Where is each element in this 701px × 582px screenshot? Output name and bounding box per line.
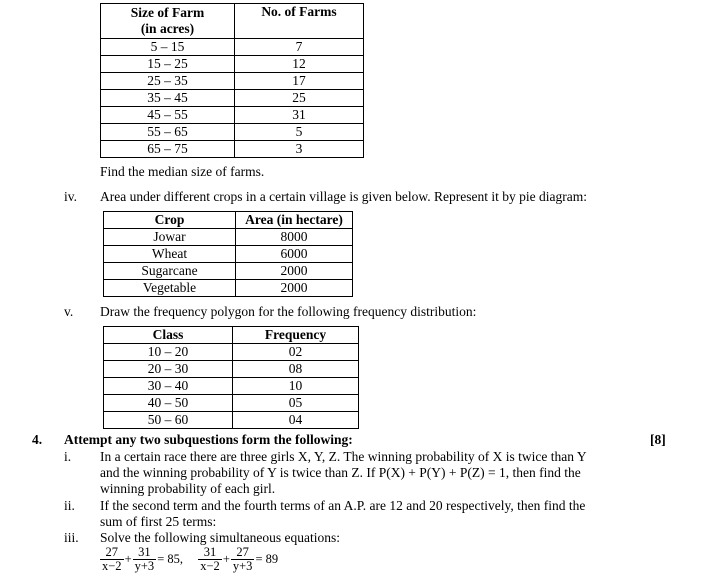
table-cell: 25 [235,90,364,107]
table-row [101,73,364,90]
denominator: x−2 [102,559,122,573]
subquestion-line: Solve the following simultaneous equations: [100,530,340,545]
table-cell: 35 – 45 [101,90,235,107]
table-cell: 02 [233,344,359,361]
table-cell: 25 – 35 [101,73,235,90]
subquestion-number: iii. [64,530,79,545]
table-cell: 55 – 65 [101,124,235,141]
subquestion-line: If the second term and the fourth terms of an A.P. are 12 and 20 respectively, then find the [100,498,586,513]
fraction [198,546,222,573]
table-row [104,412,359,429]
plus-sign: + [124,552,132,566]
table-cell: 8000 [236,229,353,246]
subquestion-line: and the winning probability of Y is twice than Z. If P(X) + P(Y) + P(Z) = 1, then find the [100,465,581,480]
table-row [104,246,353,263]
subquestion-line: In a certain race there are three girls X, Y, Z. The winning probability of X is twice than Y [100,449,587,464]
farm-size-table [100,3,364,158]
crop-area-table [103,211,353,297]
table-cell: 40 – 50 [104,395,233,412]
table-row [104,378,359,395]
numerator: 31 [198,546,222,560]
table-row [104,263,353,280]
table-header-cell: Area (in hectare) [236,212,353,229]
table-row [104,344,359,361]
table-cell: 17 [235,73,364,90]
plus-sign: + [222,552,230,566]
table-row [104,361,359,378]
table-row [101,107,364,124]
table-row [101,39,364,56]
subquestion-line: sum of first 25 terms: [100,514,217,529]
table-row [104,280,353,297]
question-text: Draw the frequency polygon for the following frequency distribution: [100,304,477,319]
table-cell: 10 [233,378,359,395]
table-header-row [104,212,353,229]
table-header-cell: Crop [104,212,236,229]
table-cell: 5 – 15 [101,39,235,56]
table-row [101,141,364,158]
table-cell: 50 – 60 [104,412,233,429]
question-number: v. [64,304,74,319]
table-cell: Sugarcane [104,263,236,280]
simultaneous-equations [100,546,279,573]
equation-rhs: = 85, [157,552,183,566]
denominator: y+3 [232,559,253,573]
subquestion-number: ii. [64,498,75,513]
table-cell: 08 [233,361,359,378]
table-cell: 7 [235,39,364,56]
table-cell: 5 [235,124,364,141]
table-header-cell: Class [104,327,233,344]
numerator: 31 [133,546,157,560]
denominator: y+3 [134,559,155,573]
table-cell: 2000 [236,280,353,297]
table-row [104,395,359,412]
question-text: Area under different crops in a certain village is given below. Represent it by pie diagram: [100,189,587,204]
denominator: x−2 [200,559,220,573]
subquestion-line: winning probability of each girl. [100,481,276,496]
table-row [101,124,364,141]
table-cell: 30 – 40 [104,378,233,395]
table-row [101,56,364,73]
table-cell: 04 [233,412,359,429]
table-cell: 45 – 55 [101,107,235,124]
table-header-cell: Size of Farm (in acres) [101,4,235,39]
table-cell: 15 – 25 [101,56,235,73]
table-cell: 31 [235,107,364,124]
fraction [100,546,124,573]
median-question-text: Find the median size of farms. [100,164,265,179]
table-cell: Jowar [104,229,236,246]
frequency-table [103,326,359,429]
numerator: 27 [100,546,124,560]
table-header-row [101,4,364,39]
question-number: iv. [64,189,77,204]
table-cell: 12 [235,56,364,73]
numerator: 27 [231,546,255,560]
table-cell: 2000 [236,263,353,280]
table-header-cell: Frequency [233,327,359,344]
table-cell: 3 [235,141,364,158]
fraction [133,546,157,573]
table-cell: Wheat [104,246,236,263]
table-cell: 6000 [236,246,353,263]
table-cell: 05 [233,395,359,412]
table-header-cell: No. of Farms [235,4,364,39]
question-heading: Attempt any two subquestions form the following: [64,432,353,447]
marks-label: [8] [650,432,666,447]
subquestion-number: i. [64,449,72,464]
table-row [101,90,364,107]
table-header-row [104,327,359,344]
equation-rhs: = 89 [255,552,279,566]
question-number: 4. [32,432,43,447]
table-cell: Vegetable [104,280,236,297]
table-row [104,229,353,246]
fraction [231,546,255,573]
table-cell: 20 – 30 [104,361,233,378]
table-cell: 65 – 75 [101,141,235,158]
table-cell: 10 – 20 [104,344,233,361]
